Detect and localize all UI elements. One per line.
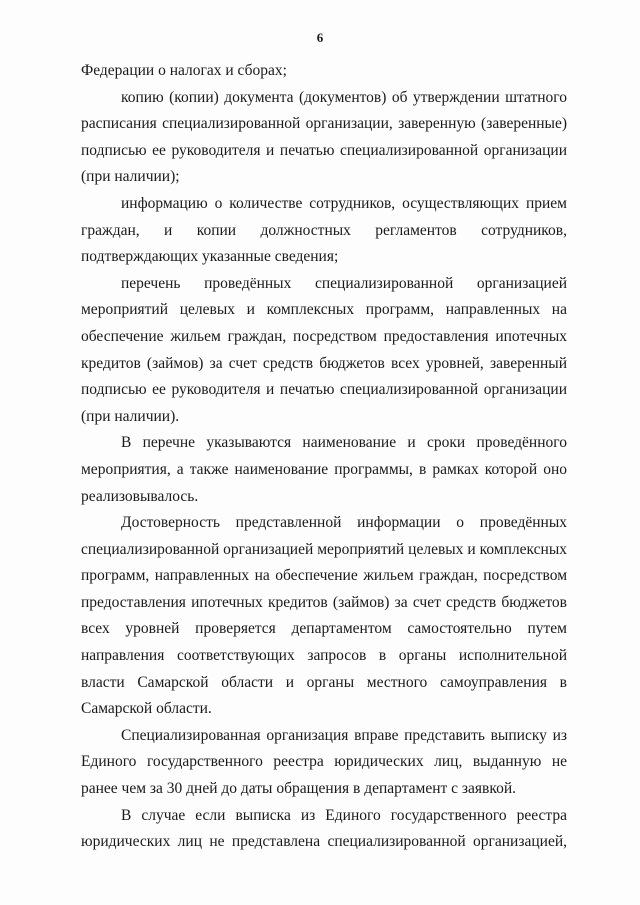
paragraph-employee-count: информацию о количестве сотрудников, осуществляющих прием граждан, и копии должностных регламентов сотрудников, подтверждающих указанные сведения; <box>81 194 567 266</box>
page-number: 6 <box>316 30 324 45</box>
paragraph-staff-schedule-copy: копию (копии) документа (документов) об утверждении штатного расписания специализированной организации, заверенную (заверенные) подписью ее руководителя и печатью специализированной организации (при наличии); <box>81 88 567 186</box>
paragraph-verification: Достоверность представленной информации о проведённых специализированной организацией мероприятий целевых и комплексных программ, направленных на обеспечение жильем граждан, посредством предоставления ипотечных кредитов (займов) за счет средств бюджетов всех уровней проверяется департаментом самостоятельно путем направления соответствующих запросов в органы исполнительной власти Самарской области и органы местного самоуправления в Самарской области. <box>81 514 567 718</box>
paragraph-list-contents: В перечне указываются наименование и сроки проведённого мероприятия, а также наименование программы, в рамках которой оно реализовывалось. <box>81 434 567 505</box>
paragraph-registry-extract: Специализированная организация вправе представить выписку из Единого государственного реестра юридических лиц, выданную не ранее чем за 30 дней до даты обращения в департамент с заявкой. <box>81 726 567 798</box>
paragraph-extract-not-provided: В случае если выписка из Единого государственного реестра юридических лиц не представлена специализированной организацией, <box>81 806 567 851</box>
paragraph-program-list: перечень проведённых специализированной организацией мероприятий целевых и комплексных программ, направленных на обеспечение жильем граждан, посредством предоставления ипотечных кредитов (займов) за счет средств бюджетов всех уровней, заверенный подписью ее руководителя и печатью специализированной организации (при наличии). <box>81 274 567 425</box>
paragraph-tax-federation: Федерации о налогах и сборах; <box>81 62 287 79</box>
document-body <box>81 58 567 856</box>
